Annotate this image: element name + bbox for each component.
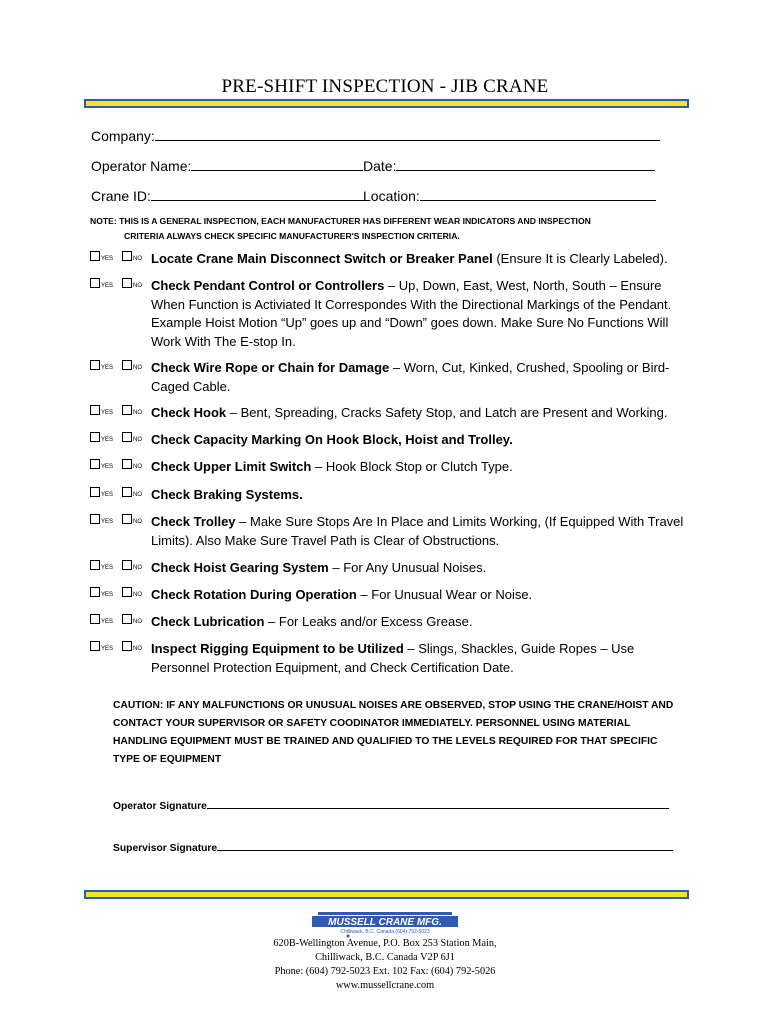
company-input-line[interactable]	[155, 126, 660, 141]
yes-checkbox[interactable]: YES	[90, 513, 113, 531]
yes-checkbox[interactable]: YES	[90, 559, 113, 577]
company-address-footer	[0, 937, 770, 993]
logo-name-text: MUSSELL CRANE MFG.	[328, 917, 442, 928]
yes-checkbox[interactable]: YES	[90, 613, 113, 631]
checklist-item	[90, 513, 690, 550]
yes-checkbox[interactable]: YES	[90, 250, 113, 268]
item-text: Check Hook – Bent, Spreading, Cracks Safety Stop, and Latch are Present and Working.	[151, 405, 668, 420]
crane-id-field	[91, 186, 366, 204]
date-field	[363, 156, 655, 174]
caution-notice: CAUTION: IF ANY MALFUNCTIONS OR UNUSUAL NOISES ARE OBSERVED, STOP USING THE CRANE/HOIST AND CONTACT YOUR SUPERVISOR OR SAFETY COODINATOR IMMEDIATELY. PERSONNEL USING MATERIAL HANDLING EQUIPMENT MUST BE TRAINED AND QUALIFIED TO THE LEVELS REQUIRED FOR THAT SPECIFIC TYPE OF EQUIPMENT	[113, 700, 674, 765]
operator-signature-field	[113, 797, 669, 812]
no-checkbox[interactable]: NO	[122, 640, 142, 658]
item-text: Check Braking Systems.	[151, 487, 303, 502]
operator-signature-line[interactable]	[207, 797, 669, 809]
yes-checkbox[interactable]: YES	[90, 458, 113, 476]
checkbox-icon	[90, 514, 100, 524]
mussell-crane-logo	[310, 912, 460, 938]
checklist-item	[90, 359, 690, 396]
checkbox-icon	[122, 487, 132, 497]
item-text: Check Capacity Marking On Hook Block, Hoist and Trolley.	[151, 432, 513, 447]
operator-name-field	[91, 156, 363, 174]
item-text: Locate Crane Main Disconnect Switch or Breaker Panel (Ensure It is Clearly Labeled).	[151, 251, 668, 266]
yes-checkbox[interactable]: YES	[90, 640, 113, 658]
checkbox-icon	[90, 487, 100, 497]
checklist-item	[90, 486, 690, 505]
item-text: Check Wire Rope or Chain for Damage – Worn, Cut, Kinked, Crushed, Spooling or Bird-Caged Cable.	[151, 360, 670, 394]
checkbox-icon	[90, 405, 100, 415]
no-checkbox[interactable]: NO	[122, 404, 142, 422]
checkbox-icon	[122, 459, 132, 469]
checklist-item	[90, 431, 690, 450]
checklist-item	[90, 404, 690, 423]
checkbox-icon	[122, 587, 132, 597]
footer-line-1: 620B-Wellington Avenue, P.O. Box 253 Station Main,	[273, 938, 497, 949]
item-text: Check Lubrication – For Leaks and/or Excess Grease.	[151, 614, 473, 629]
location-field	[363, 186, 656, 204]
checklist-item	[90, 586, 690, 605]
checkbox-icon	[122, 641, 132, 651]
checkbox-icon	[122, 251, 132, 261]
operator-signature-label: Operator Signature	[113, 801, 207, 812]
operator-name-input-line[interactable]	[191, 156, 363, 171]
footer-website-link[interactable]: www.mussellcrane.com	[335, 980, 435, 991]
no-checkbox[interactable]: NO	[122, 458, 142, 476]
no-checkbox[interactable]: NO	[122, 431, 142, 449]
crane-id-input-line[interactable]	[151, 186, 366, 201]
yes-checkbox[interactable]: YES	[90, 431, 113, 449]
company-label: Company:	[91, 128, 155, 144]
yes-checkbox[interactable]: YES	[90, 404, 113, 422]
note-line-1: NOTE: THIS IS A GENERAL INSPECTION, EACH MANUFACTURER HAS DIFFERENT WEAR INDICATORS AND INSPECTION	[90, 216, 591, 226]
no-checkbox[interactable]: NO	[122, 613, 142, 631]
checkbox-icon	[122, 614, 132, 624]
checklist-item	[90, 640, 690, 677]
checkbox-icon	[122, 405, 132, 415]
checkbox-icon	[90, 251, 100, 261]
note-line-2: CRITERIA ALWAYS CHECK SPECIFIC MANUFACTURER'S INSPECTION CRITERIA.	[124, 231, 460, 241]
checklist-item	[90, 277, 690, 351]
item-text: Check Pendant Control or Controllers – Up, Down, East, West, North, South – Ensure When Function is Activiated It Correspondes With the Directional Markings of the Pendant. Example Hoist Motion “Up” goes up and “Down” goes down. Make Sure No Functions Will Work With The E-stop In.	[151, 278, 672, 349]
footer-line-2: Chilliwack, B.C. Canada V2P 6J1	[315, 952, 455, 963]
item-text: Check Trolley – Make Sure Stops Are In Place and Limits Working, (If Equipped With Travel Limits). Also Make Sure Travel Path is Clear of Obstructions.	[151, 514, 684, 548]
item-text: Check Hoist Gearing System – For Any Unusual Noises.	[151, 560, 487, 575]
date-input-line[interactable]	[396, 156, 655, 171]
supervisor-signature-field	[113, 839, 673, 854]
location-input-line[interactable]	[420, 186, 656, 201]
checkbox-icon	[90, 432, 100, 442]
supervisor-signature-line[interactable]	[217, 839, 673, 851]
logo-subline-text: Chilliwack, B.C. Canada (604) 792-5023	[340, 929, 430, 935]
checkbox-icon	[90, 360, 100, 370]
checklist-item	[90, 250, 690, 269]
operator-name-label: Operator Name:	[91, 158, 192, 174]
checkbox-icon	[90, 278, 100, 288]
yes-checkbox[interactable]: YES	[90, 486, 113, 504]
supervisor-signature-label: Supervisor Signature	[113, 843, 218, 854]
checkbox-icon	[122, 560, 132, 570]
item-text: Check Rotation During Operation – For Unusual Wear or Noise.	[151, 587, 533, 602]
checklist-item	[90, 613, 690, 632]
checkbox-icon	[90, 587, 100, 597]
no-checkbox[interactable]: NO	[122, 277, 142, 295]
checkbox-icon	[90, 614, 100, 624]
logo-graphic	[310, 912, 460, 938]
checkbox-icon	[122, 514, 132, 524]
footer-line-3: Phone: (604) 792-5023 Ext. 102 Fax: (604) 792-5026	[274, 966, 496, 977]
location-label: Location:	[363, 188, 420, 204]
checkbox-icon	[90, 641, 100, 651]
yes-checkbox[interactable]: YES	[90, 586, 113, 604]
checkbox-icon	[90, 459, 100, 469]
page-title: PRE-SHIFT INSPECTION - JIB CRANE	[221, 76, 549, 97]
checkbox-icon	[122, 432, 132, 442]
no-checkbox[interactable]: NO	[122, 250, 142, 268]
no-checkbox[interactable]: NO	[122, 586, 142, 604]
no-checkbox[interactable]: NO	[122, 513, 142, 531]
inspection-note	[90, 214, 591, 244]
no-checkbox[interactable]: NO	[122, 486, 142, 504]
checklist-item	[90, 559, 690, 578]
bottom-divider-bar	[84, 890, 689, 899]
date-label: Date:	[363, 158, 397, 174]
checkbox-icon	[90, 560, 100, 570]
yes-checkbox[interactable]: YES	[90, 359, 113, 377]
checkbox-icon	[122, 278, 132, 288]
checkbox-icon	[122, 360, 132, 370]
checklist-item	[90, 458, 690, 477]
crane-id-label: Crane ID:	[91, 188, 151, 204]
no-checkbox[interactable]: NO	[122, 559, 142, 577]
no-checkbox[interactable]: NO	[122, 359, 142, 377]
item-text: Inspect Rigging Equipment to be Utilized – Slings, Shackles, Guide Ropes – Use Personnel Protection Equipment, and Check Certification Date.	[151, 641, 635, 675]
item-text: Check Upper Limit Switch – Hook Block Stop or Clutch Type.	[151, 459, 513, 474]
yes-checkbox[interactable]: YES	[90, 277, 113, 295]
top-divider-bar	[84, 99, 689, 108]
company-field	[91, 126, 660, 144]
